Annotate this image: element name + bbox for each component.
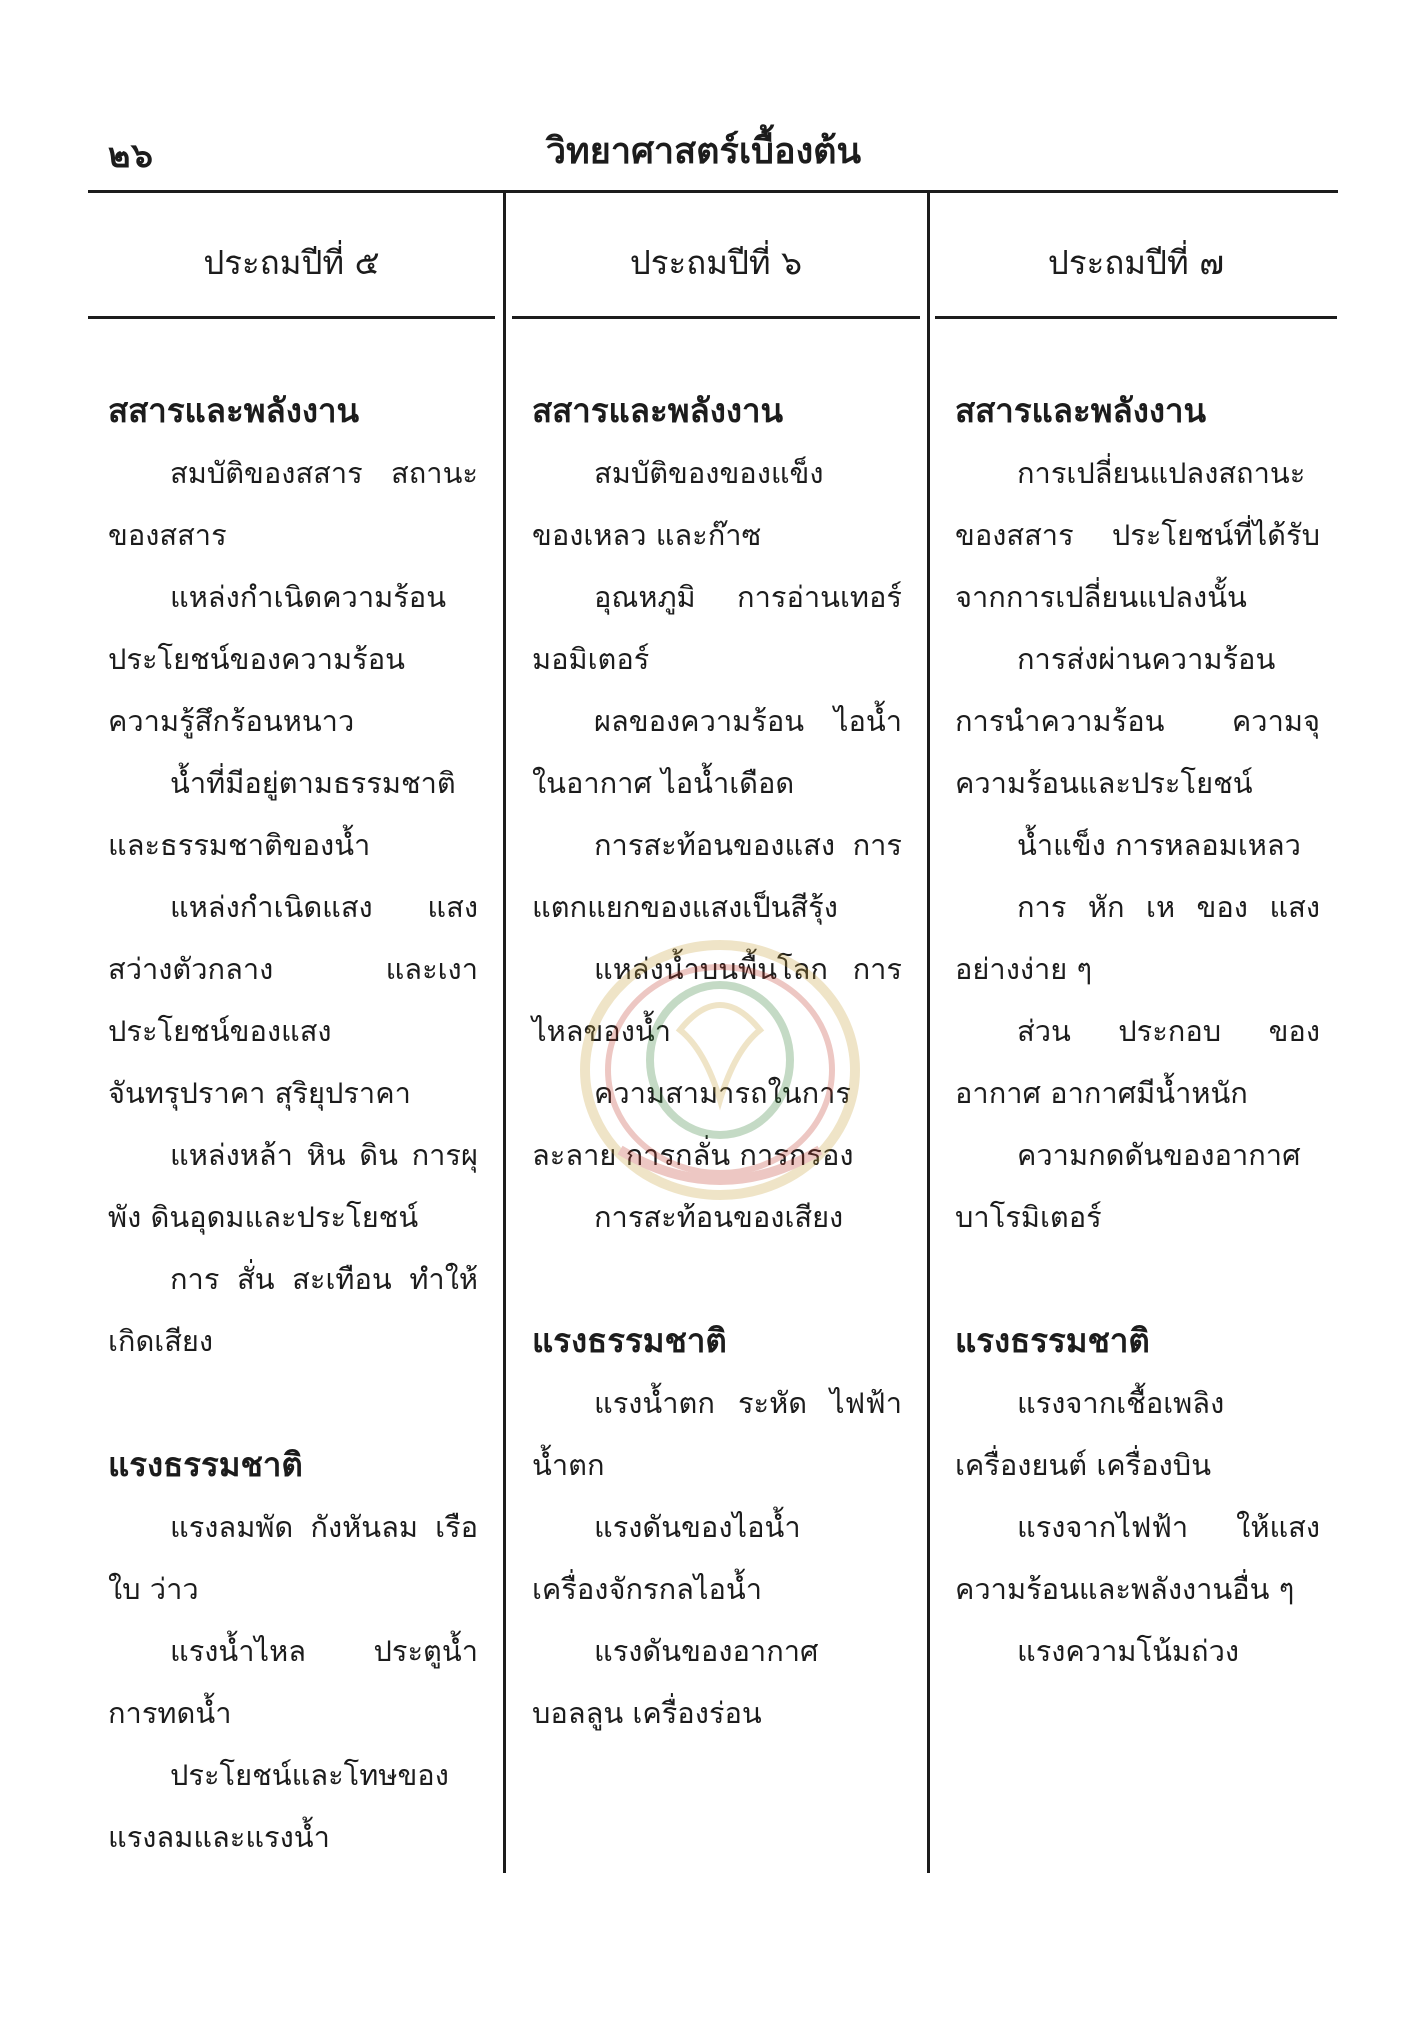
section-title: สสารและพลังงาน xyxy=(532,391,784,430)
topic-paragraph: ผลของความร้อน ไอน้ำในอากาศ ไอน้ำเดือด xyxy=(532,704,902,800)
topic-paragraph: อุณหภูมิ การอ่านเทอร์มอมิเตอร์ xyxy=(532,580,902,676)
column-header: ประถมปีที่ ๖ xyxy=(629,243,803,282)
topic-paragraph: การสะท้อนของเสียง xyxy=(594,1200,844,1234)
section xyxy=(108,1434,478,1868)
topic-paragraph: ส่วน ประกอบ ของ อากาศ อากาศมีน้ำหนัก xyxy=(955,1014,1320,1110)
topic-paragraph: ความกดดันของอากาศ บาโรมิเตอร์ xyxy=(955,1138,1301,1234)
column-grade-7 xyxy=(955,380,1320,1682)
topic-paragraph: แรงจากไฟฟ้า ให้แสงความร้อนและพลังงานอื่น ๆ xyxy=(955,1510,1320,1606)
column-grade-5 xyxy=(108,380,478,1868)
topic-paragraph: การสะท้อนของแสง การแตกแยกของแสงเป็นสีรุ้ง xyxy=(532,828,902,924)
section xyxy=(532,1310,902,1744)
topic-paragraph: แหล่งน้ำบนพื้นโลก การไหลของน้ำ xyxy=(532,952,902,1048)
topic-paragraph: การส่งผ่านความร้อน การนำความร้อน ความจุความร้อนและประโยชน์ xyxy=(955,642,1320,800)
topic-paragraph: แรงดันของอากาศ บอลลูน เครื่องร่อน xyxy=(532,1634,819,1730)
topic-paragraph: แรงความโน้มถ่วง xyxy=(1017,1634,1240,1668)
topic-paragraph: แหล่งหล้า หิน ดิน การผุพัง ดินอุดมและประโยชน์ xyxy=(108,1138,478,1234)
topic-paragraph: น้ำที่มีอยู่ตามธรรมชาติและธรรมชาติของน้ำ xyxy=(108,766,456,862)
column-divider xyxy=(927,193,930,1873)
topic-paragraph: แรงน้ำไหล ประตูน้ำ การทดน้ำ xyxy=(108,1634,478,1730)
topic-paragraph: แหล่งกำเนิดแสง แสงสว่างตัวกลาง และเงา ประโยชน์ของแสง จันทรุปราคา สุริยุปราคา xyxy=(108,890,478,1110)
column-divider xyxy=(503,193,506,1873)
topic-paragraph: น้ำแข็ง การหลอมเหลว xyxy=(1017,828,1301,862)
header-rule xyxy=(935,316,1337,319)
page-number: ๒๖ xyxy=(108,136,154,176)
header-rule xyxy=(88,316,495,319)
section-title: แรงธรรมชาติ xyxy=(108,1445,303,1484)
topic-paragraph: การ หัก เห ของ แสง อย่างง่าย ๆ xyxy=(955,890,1320,986)
section-title: แรงธรรมชาติ xyxy=(955,1321,1150,1360)
topic-paragraph: แรงลมพัด กังหันลม เรือใบ ว่าว xyxy=(108,1510,478,1606)
section-title: สสารและพลังงาน xyxy=(108,391,360,430)
section xyxy=(955,1310,1320,1682)
topic-paragraph: สมบัติของสสาร สถานะของสสาร xyxy=(108,456,478,552)
topic-paragraph: ความสามารถในการละลาย การกลั่น การกรอง xyxy=(532,1076,854,1172)
seal-watermark-icon xyxy=(560,920,880,1220)
section-title: สสารและพลังงาน xyxy=(955,391,1207,430)
topic-paragraph: ประโยชน์และโทษของแรงลมและแรงน้ำ xyxy=(108,1758,449,1854)
topic-paragraph: สมบัติของของแข็ง ของเหลว และก๊าซ xyxy=(532,456,824,552)
section xyxy=(108,380,478,1372)
section-title: แรงธรรมชาติ xyxy=(532,1321,727,1360)
column-header: ประถมปีที่ ๕ xyxy=(203,243,380,282)
top-rule xyxy=(88,190,1338,193)
topic-paragraph: แรงน้ำตก ระหัด ไฟฟ้าน้ำตก xyxy=(532,1386,902,1482)
topic-paragraph: แรงดันของไอน้ำ เครื่องจักรกลไอน้ำ xyxy=(532,1510,801,1606)
topic-paragraph: แหล่งกำเนิดความร้อน ประโยชน์ของความร้อน ความรู้สึกร้อนหนาว xyxy=(108,580,447,738)
column-header: ประถมปีที่ ๗ xyxy=(1047,243,1225,282)
topic-paragraph: แรงจากเชื้อเพลิง เครื่องยนต์ เครื่องบิน xyxy=(955,1386,1225,1482)
topic-paragraph: การเปลี่ยนแปลงสถานะของสสาร ประโยชน์ที่ได้รับจากการเปลี่ยนแปลงนั้น xyxy=(955,456,1320,614)
topic-paragraph: การ สั่น สะเทือน ทำให้เกิดเสียง xyxy=(108,1262,478,1358)
section xyxy=(955,380,1320,1248)
header-rule xyxy=(512,316,920,319)
running-title: วิทยาศาสตร์เบื้องต้น xyxy=(545,130,862,172)
